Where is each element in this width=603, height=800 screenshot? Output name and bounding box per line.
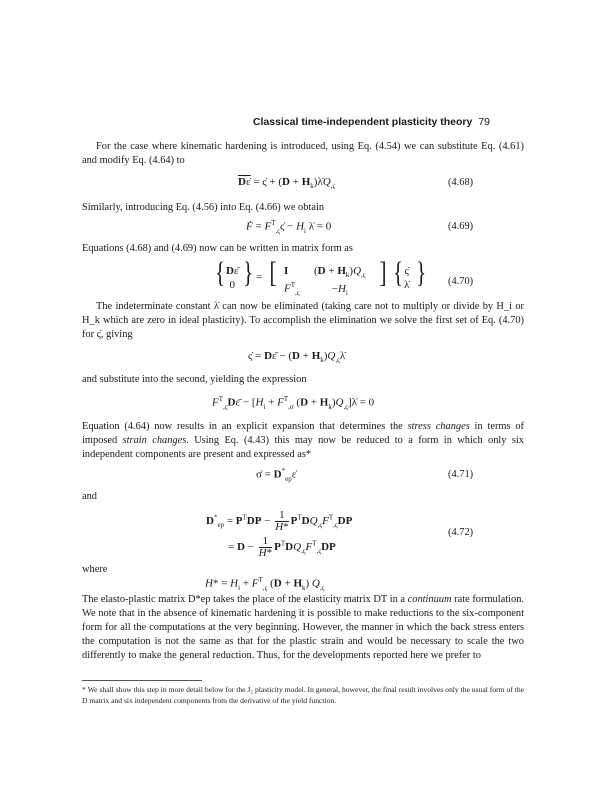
paragraph-4: The indeterminate constant λ̇ can now be eliminated (taking care not to multiply or divide by H_i or H_k which are zero in ideal plasticity). To accomplish the elimination we solve the first set of Eq. (4.70) for ς̇, giving <box>82 301 524 340</box>
header-title: Classical time-independent plasticity theory <box>252 116 473 128</box>
equation-4-68: $\overline{D}\varepsiloṅ$ = ς̇ + $(D + H_k)\lambdȧQ_{,\varsigma}$ <box>238 176 336 191</box>
paragraph-3: Equations (4.68) and (4.69) now can be written in matrix form as <box>82 243 353 254</box>
equation-elimination: $F^T_{,\varsigma}D\varepsilon̄ - [H_i + F^T_{,\sigma}$ $(D + H_k)Q_{,\varsigma}]\lambdȧ = 0$ <box>212 395 375 411</box>
paragraph-7: The elasto-plastic matrix D*ep takes the place of the elasticity matrix DT in a continuum rate formulation. We note that in the absence of kinematic hardening it is possible to make reductions to the six-component form for all the computations at the very beginning. However, the manner in which the back stress enters the computation is not the same as that for the plastic strain and would be necessary to scale the two differently to make the general reduction. Thus, for the developments reported here we prefer to <box>82 594 524 661</box>
equation-number-4-71: (4.71) <box>448 469 474 480</box>
running-header <box>253 116 490 128</box>
page-number: 79 <box>478 116 490 128</box>
equation-number-4-69: (4.69) <box>448 221 474 232</box>
equation-4-71: σ̇ = $D^*_{ep}\varepsiloṅ$ <box>256 467 297 483</box>
equation-number-4-72: (4.72) <box>448 527 474 538</box>
equation-sigma-dot: ς̇ = Dε̄ − $(D + H_k)Q_{,\varsigma}\lambdȧ$ <box>248 350 346 365</box>
equation-number-4-68: (4.68) <box>448 177 474 188</box>
equation-4-72-line2: = D − $\frac{1}{H*}$ $P^TDQ_{,\varsigma}F^T_{,\varsigma}DP$ <box>228 535 336 559</box>
equation-4-72-line1: $D^*_{ep} = P^TDP$ − $\frac{1}{H*}$ $P^TDQ_{,\varsigma}F^T_{,\varsigma}DP$ <box>206 509 353 533</box>
and-word: and <box>82 491 98 502</box>
equation-h-star: $H* = H_i + F^T_{,\varsigma}$ $(D + H_k)$ $Q_{,\varsigma}$ <box>205 576 325 592</box>
paragraph-1: For the case where kinematic hardening is introduced, using Eq. (4.54) we can substitute Eq. (4.61) and modify Eq. (4.64) to <box>82 141 524 166</box>
paragraph-2: Similarly, introducing Eq. (4.56) into Eq. (4.66) we obtain <box>82 202 325 213</box>
page: Classical time-independent plasticity theory 79 For the case where kinematic hardening is introduced, using Eq. (4.54) we can substitute Eq. (4.61) and modify Eq. (4.64) to $\overline{D}\varepsiloṅ$ = ς̇ + $(D + H_k)\lambdȧQ_{,\varsigma}$ (4.68) Similarly, introducing Eq. (4.56) into Eq. (4.66) we obtain Ḟ = $F^T_{,\varsigma}\varsigmȧ - H_i$ λ̇ = 0 (4.69) Equations (4.68) and (4.69) now can be written in matrix form as { Dε̄ 0 } = [ I $F^T_{,\varsigma}$ $(D + H_k)Q_{,\varsigma}$ $-H_i$ ] { ς̇ λ̇ } (4.70) The indeterminate constant λ̇ can now be eliminated (taking care not to multiply or divide by H_i or H_k which are zero in ideal plasticity). To accomplish the elimination we solve the first set of Eq. (4.70) for ς̇, giving ς̇ = Dε̄ − $(D + H_k)Q_{,\varsigma}\lambdȧ$ and substitute into the second, yielding the expression $F^T_{,\varsigma}D\varepsilon̄ - [H_i + F^T_{,\sigma}$ $(D + H_k)Q_{,\varsigma}]\lambdȧ = 0$ Equation (4.64) now results in an explicit expansion that determines the stress changes in terms of imposed strain changes. Using Eq. (4.43) this may now be reduced to a form in which only six independent components are present and expressed as* σ̇ = $D^*_{ep}\varepsiloṅ$ (4.71) and $D^*_{ep} = P^TDP$ − $\frac{1}{H*}$ $P^TDQ_{,\varsigma}F^T_{,\varsigma}DP$ = D − $\frac{1}{H*}$ $P^TDQ_{,\varsigma}F^T_{,\varsigma}DP$ (4.72) where $H* = H_i + F^T_{,\varsigma}$ $(D + H_k)$ $Q_{,\varsigma}$ The elasto-plastic matrix D*ep takes the place of the elasticity matrix DT in a continuum rate formulation. We note that in the absence of kinematic hardening it is possible to make reductions to the six-component form for all the computations at the very beginning. However, the manner in which the back stress enters the computation is not the same as that for the plastic strain and would be necessary to scale the two differently to make the general reduction. Thus, for the developments reported here we prefer to * We shall show this step in more detail below for the J₂ plasticity model. In general, however, the final result involves only the usual form of the D matrix and six independent components from the derivative of the yield function. <box>82 116 524 705</box>
paragraph-6: Equation (4.64) now results in an explicit expansion that determines the stress changes in terms of imposed strain changes. Using Eq. (4.43) this may now be reduced to a form in which only six independent components are present and expressed as* <box>82 421 524 460</box>
where-word: where <box>82 564 108 575</box>
footnote-rule <box>82 680 202 681</box>
equation-number-4-70: (4.70) <box>448 276 474 287</box>
equation-4-69: Ḟ = $F^T_{,\varsigma}\varsigmȧ - H_i$ λ̇ = 0 <box>246 219 332 235</box>
paragraph-5: and substitute into the second, yielding the expression <box>82 374 307 385</box>
footnote: * We shall show this step in more detail below for the J₂ plasticity model. In general, however, the final result involves only the usual form of the D matrix and six independent components from the derivative of the yield function. <box>82 685 524 705</box>
